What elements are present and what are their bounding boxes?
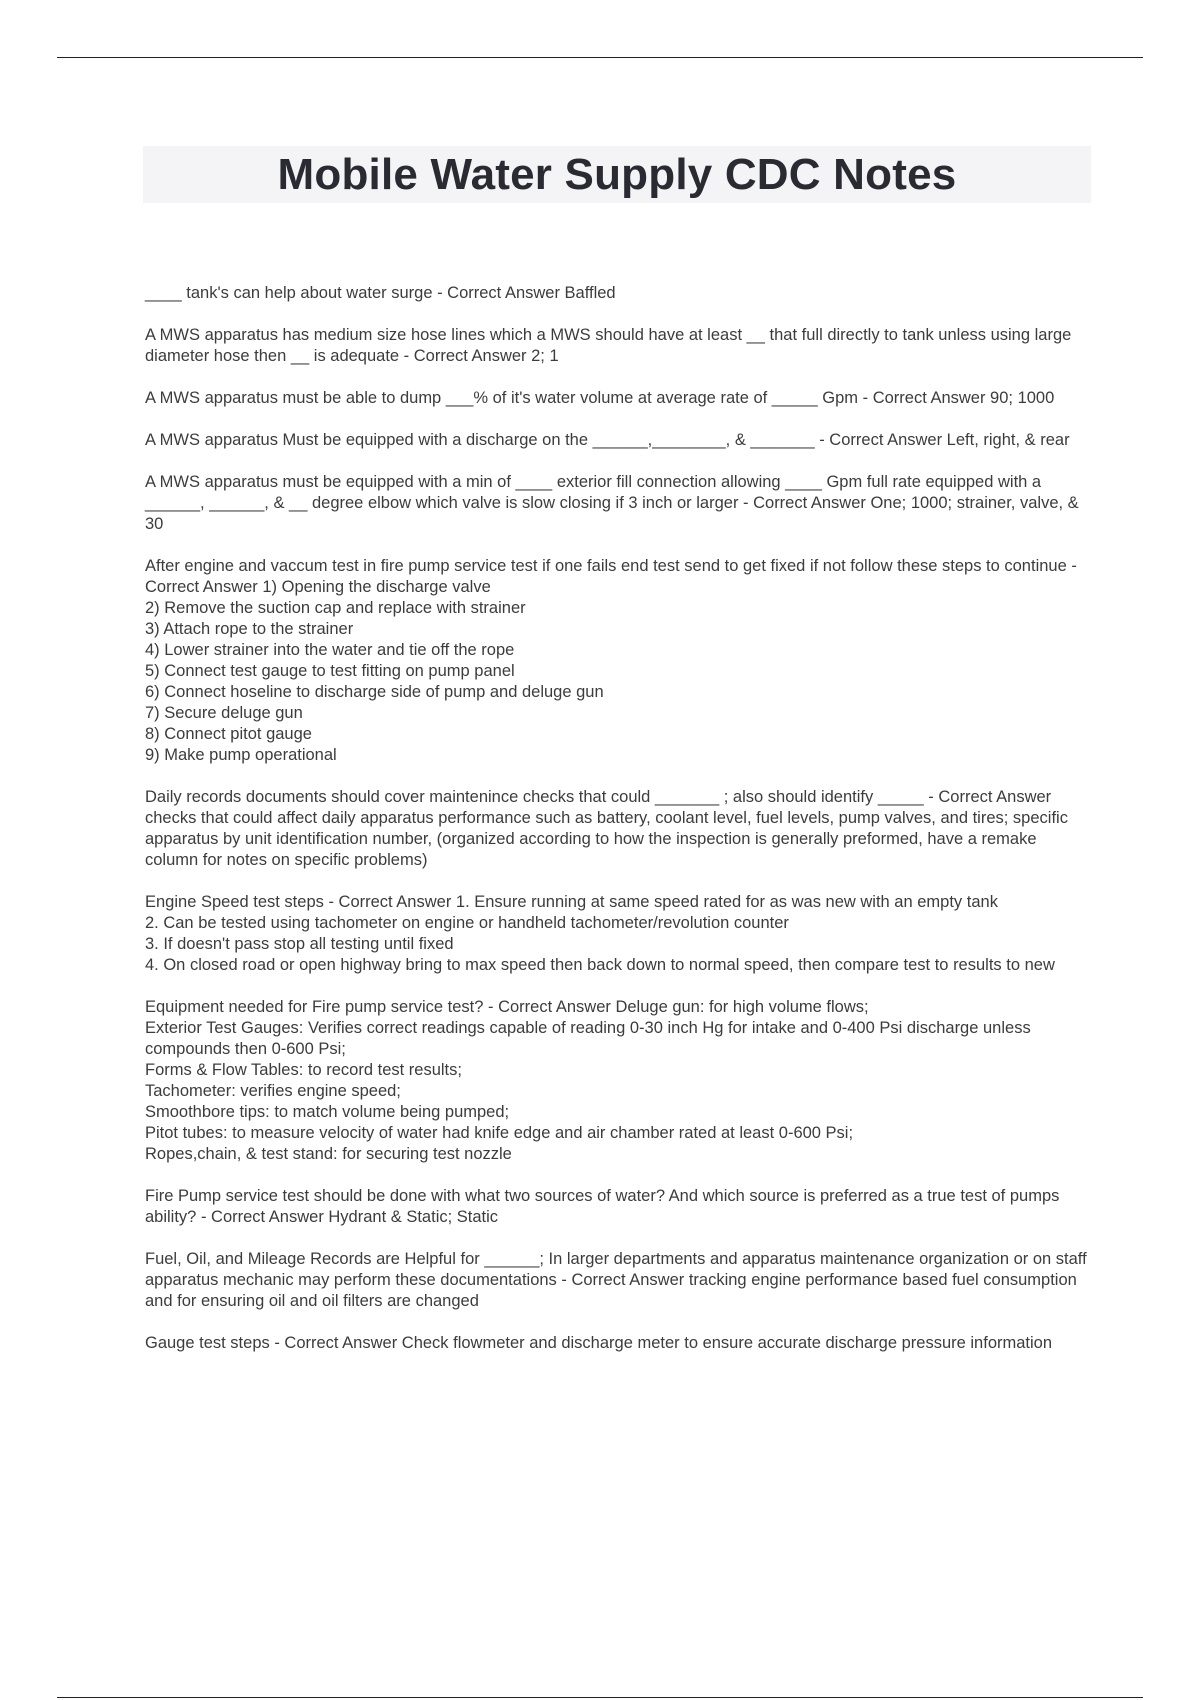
notes-list <box>145 283 1090 1375</box>
note-entry <box>145 472 1090 535</box>
note-line: Forms & Flow Tables: to record test results; <box>145 1061 462 1079</box>
note-line: Daily records documents should cover maintenince checks that could _______ ; also should identify _____ - Correct Answer checks that could affect daily apparatus performance such as battery, coolant level, fuel levels, pump valves, and tires; specific apparatus by unit identification number, (organized according to how the inspection is generally preformed, have a remake column for notes on specific problems) <box>145 788 1068 869</box>
note-line: Tachometer: verifies engine speed; <box>145 1082 401 1100</box>
note-entry <box>145 1249 1090 1312</box>
note-entry <box>145 1186 1090 1228</box>
note-line: ____ tank's can help about water surge - Correct Answer Baffled <box>145 284 616 302</box>
note-line: Equipment needed for Fire pump service test? - Correct Answer Deluge gun: for high volume flows; <box>145 998 869 1016</box>
note-line: Smoothbore tips: to match volume being pumped; <box>145 1103 510 1121</box>
note-line: 9) Make pump operational <box>145 746 337 764</box>
page-title: Mobile Water Supply CDC Notes <box>277 149 957 199</box>
note-line: Engine Speed test steps - Correct Answer 1. Ensure running at same speed rated for as was new with an empty tank <box>145 893 998 911</box>
note-entry <box>145 997 1090 1165</box>
note-line: A MWS apparatus has medium size hose lines which a MWS should have at least __ that full directly to tank unless using large diameter hose then __ is adequate - Correct Answer 2; 1 <box>145 326 1072 365</box>
note-line: 2) Remove the suction cap and replace with strainer <box>145 599 526 617</box>
note-line: 4) Lower strainer into the water and tie off the rope <box>145 641 515 659</box>
note-line: 6) Connect hoseline to discharge side of pump and deluge gun <box>145 683 604 701</box>
note-entry <box>145 556 1090 766</box>
note-entry <box>145 283 1090 304</box>
note-line: Fuel, Oil, and Mileage Records are Helpful for ______; In larger departments and apparatus maintenance organization or on staff apparatus mechanic may perform these documentations - Correct Answer tracking engine performance based fuel consumption and for ensuring oil and oil filters are changed <box>145 1250 1087 1310</box>
top-rule <box>57 57 1143 58</box>
note-entry <box>145 787 1090 871</box>
note-line: Fire Pump service test should be done with what two sources of water? And which source is preferred as a true test of pumps ability? - Correct Answer Hydrant & Static; Static <box>145 1187 1060 1226</box>
note-line: 3) Attach rope to the strainer <box>145 620 354 638</box>
note-line: 7) Secure deluge gun <box>145 704 303 722</box>
note-line: 3. If doesn't pass stop all testing until fixed <box>145 935 454 953</box>
note-line: A MWS apparatus must be able to dump ___% of it's water volume at average rate of _____ Gpm - Correct Answer 90; 1000 <box>145 389 1055 407</box>
note-line: A MWS apparatus must be equipped with a min of ____ exterior fill connection allowing ____ Gpm full rate equipped with a ______, ______, & __ degree elbow which valve is slow closing if 3 inch or larger - Correct Answer One; 1000; strainer, valve, & 30 <box>145 473 1079 533</box>
note-entry <box>145 388 1090 409</box>
note-entry <box>145 325 1090 367</box>
note-entry <box>145 892 1090 976</box>
note-entry <box>145 430 1090 451</box>
note-line: 8) Connect pitot gauge <box>145 725 312 743</box>
note-line: After engine and vaccum test in fire pump service test if one fails end test send to get fixed if not follow these steps to continue - Correct Answer 1) Opening the discharge valve <box>145 557 1077 596</box>
note-line: A MWS apparatus Must be equipped with a discharge on the ______,________, & _______ - Correct Answer Left, right, & rear <box>145 431 1070 449</box>
note-line: Ropes,chain, & test stand: for securing test nozzle <box>145 1145 512 1163</box>
note-line: Gauge test steps - Correct Answer Check flowmeter and discharge meter to ensure accurate discharge pressure information <box>145 1334 1053 1352</box>
note-entry <box>145 1333 1090 1354</box>
note-line: 5) Connect test gauge to test fitting on pump panel <box>145 662 515 680</box>
note-line: 4. On closed road or open highway bring to max speed then back down to normal speed, then compare test to results to new <box>145 956 1055 974</box>
note-line: Pitot tubes: to measure velocity of water had knife edge and air chamber rated at least 0-600 Psi; <box>145 1124 854 1142</box>
note-line: Exterior Test Gauges: Verifies correct readings capable of reading 0-30 inch Hg for intake and 0-400 Psi discharge unless compounds then 0-600 Psi; <box>145 1019 1031 1058</box>
title-banner <box>143 146 1091 203</box>
bottom-rule <box>57 1697 1143 1698</box>
note-line: 2. Can be tested using tachometer on engine or handheld tachometer/revolution counter <box>145 914 789 932</box>
